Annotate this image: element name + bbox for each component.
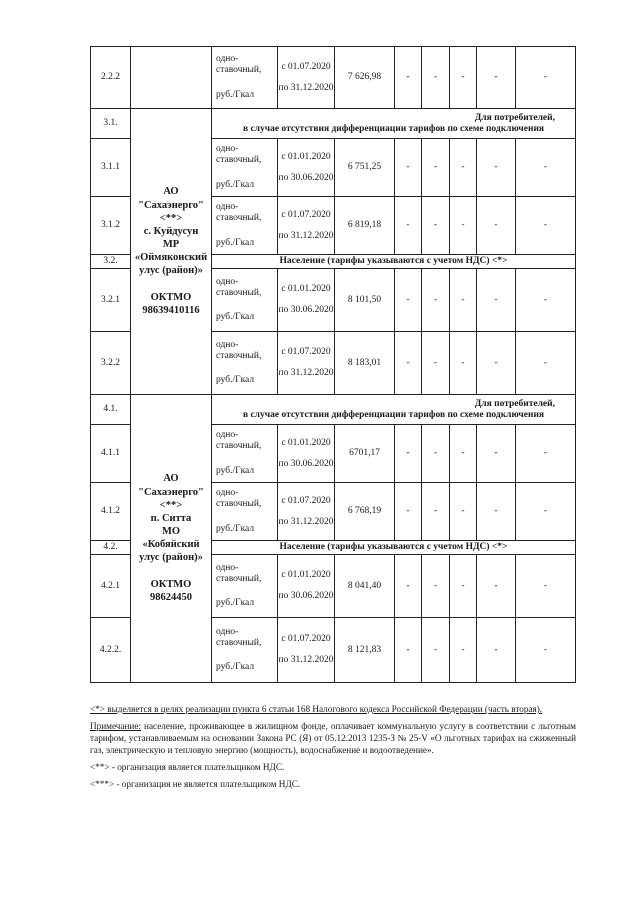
empty-cell [477, 555, 516, 618]
row-number: 2.2.2 [101, 72, 120, 83]
period-from: с 01.07.2020 [281, 495, 331, 506]
period-from: с 01.01.2020 [281, 284, 331, 295]
tariff-value: 6701,17 [349, 448, 380, 459]
row-number: 3.2. [103, 256, 118, 267]
organization-block [131, 472, 211, 604]
unit-cell [212, 197, 278, 255]
empty-cell [516, 332, 576, 395]
section-header-cell [212, 255, 576, 269]
unit-type: одно-ставочный, [216, 339, 262, 361]
unit-cell [212, 269, 278, 332]
row-number: 3.1. [103, 118, 118, 129]
table-row [91, 47, 576, 109]
empty-cell [395, 425, 422, 483]
org-line: <**> [159, 499, 183, 511]
period-from: с 01.01.2020 [281, 570, 331, 581]
unit-type: одно-ставочный, [216, 488, 262, 510]
tariff-cell [335, 269, 395, 332]
unit-cell [212, 483, 278, 541]
dash: - [461, 72, 465, 83]
empty-cell [477, 197, 516, 255]
dash: - [461, 448, 465, 459]
org-line: МР [162, 238, 180, 250]
period-to: по 30.06.2020 [278, 458, 334, 469]
dash: - [406, 162, 410, 173]
org-line: п. Ситта [150, 512, 192, 524]
unit-type: одно-ставочный, [216, 54, 262, 76]
empty-cell [477, 618, 516, 683]
row-number: 3.1.2 [101, 220, 120, 231]
row-number: 4.1.1 [101, 448, 120, 459]
footnote-note [90, 721, 576, 757]
period-from: с 01.01.2020 [281, 151, 331, 162]
dash: - [494, 580, 498, 591]
unit-type: одно-ставочный, [216, 144, 262, 166]
tariff-value: 7 626,98 [347, 72, 382, 83]
section-header-cell [212, 541, 576, 555]
dash: - [461, 357, 465, 368]
empty-cell [450, 139, 477, 197]
dash: - [406, 580, 410, 591]
period-from: с 01.01.2020 [281, 437, 331, 448]
unit: руб./Гкал [216, 237, 255, 248]
period-cell [278, 555, 335, 618]
empty-cell [422, 618, 450, 683]
unit: руб./Гкал [216, 375, 255, 386]
tariff-cell [335, 197, 395, 255]
empty-cell [516, 483, 576, 541]
row-number-cell [91, 197, 131, 255]
dash: - [406, 220, 410, 231]
org-line: улус (район)» [139, 265, 203, 277]
footnote-non-vat-payer: <***> - организация не является плательщиком НДС. [90, 778, 301, 789]
empty-cell [450, 483, 477, 541]
tariff-cell [335, 47, 395, 109]
empty-cell [450, 618, 477, 683]
tariff-value: 6 751,25 [347, 162, 382, 173]
footnote-note-text: население, проживающее в жилищном фонде, оплачивает коммунальную услугу в соответствии с льготным тарифом, устанавливаемым на основании Закона РС (Я) от 05.12.2013 1235-З № 25-V «О льготных тарифах на сжиженный газ, электрическую и тепловую энергию (мощность), водоснабжение и водоотведение». [90, 720, 576, 755]
tariff-value: 8 101,50 [347, 294, 382, 305]
period-to: по 31.12.2020 [278, 516, 334, 527]
dash: - [406, 357, 410, 368]
empty-cell [450, 555, 477, 618]
empty-cell [450, 269, 477, 332]
dash: - [494, 294, 498, 305]
empty-cell [422, 483, 450, 541]
empty-cell [395, 555, 422, 618]
dash: - [461, 644, 465, 655]
oktmo-code: 98639410116 [142, 305, 200, 317]
dash: - [543, 357, 548, 368]
tariff-cell [335, 618, 395, 683]
empty-cell [477, 483, 516, 541]
tariff-cell [335, 425, 395, 483]
empty-cell [477, 269, 516, 332]
empty-cell [395, 483, 422, 541]
unit-type: одно-ставочный, [216, 562, 262, 584]
empty-cell [516, 139, 576, 197]
dash: - [494, 220, 498, 231]
dash: - [543, 72, 548, 83]
section-header-cell [212, 109, 576, 139]
dash: - [461, 580, 465, 591]
row-number: 4.2.1 [101, 580, 120, 591]
row-number: 3.2.1 [101, 294, 120, 305]
row-number-cell [91, 255, 131, 269]
unit-type: одно-ставочный, [216, 430, 262, 452]
dash: - [543, 448, 548, 459]
tariff-table [90, 46, 576, 683]
empty-cell [450, 425, 477, 483]
dash: - [433, 448, 438, 459]
empty-cell [450, 332, 477, 395]
dash: - [433, 357, 438, 368]
org-line: <**> [159, 212, 183, 224]
row-number-cell [91, 47, 131, 109]
row-number: 4.2.2. [99, 644, 122, 655]
empty-cell [477, 47, 516, 109]
dash: - [543, 644, 548, 655]
empty-cell [516, 197, 576, 255]
org-line: «Оймяконский [134, 252, 208, 264]
tariff-value: 8 121,83 [347, 644, 382, 655]
row-number-cell [91, 109, 131, 139]
org-line: "Сахаэнерго" [138, 486, 204, 498]
dash: - [433, 294, 438, 305]
period-cell [278, 269, 335, 332]
org-cell [131, 109, 212, 395]
organization-block [131, 185, 211, 317]
unit-cell [212, 618, 278, 683]
dash: - [494, 72, 498, 83]
dash: - [461, 294, 465, 305]
row-number-cell [91, 618, 131, 683]
period-cell [278, 197, 335, 255]
tariff-value: 6 768,19 [347, 506, 382, 517]
org-line: с. Куйдусун [143, 225, 199, 237]
empty-cell [450, 47, 477, 109]
oktmo-label: ОКТМО [150, 292, 192, 304]
period-cell [278, 618, 335, 683]
period-cell [278, 483, 335, 541]
empty-cell [477, 139, 516, 197]
unit-cell [212, 139, 278, 197]
org-line: АО [163, 186, 179, 198]
dash: - [406, 448, 410, 459]
unit-type: одно-ставочный, [216, 276, 262, 298]
unit: руб./Гкал [216, 523, 255, 534]
row-number-cell [91, 555, 131, 618]
row-number: 4.1. [103, 404, 118, 415]
period-cell [278, 425, 335, 483]
dash: - [433, 506, 438, 517]
unit-type: одно-ставочный, [216, 626, 262, 648]
footnote-vat: <*> выделяется в целях реализации пункта 6 статьи 168 Налогового кодекса Российской Федерации (часть вторая). [90, 704, 543, 714]
dash: - [433, 162, 438, 173]
section-header: в случае отсутствия дифференциации тарифов по схеме подключения [242, 123, 545, 134]
empty-cell [422, 47, 450, 109]
period-to: по 30.06.2020 [278, 305, 334, 315]
row-number: 3.2.2 [101, 357, 120, 368]
row-number-cell [91, 395, 131, 425]
row-number-cell [91, 269, 131, 332]
period-cell [278, 139, 335, 197]
row-number: 3.1.1 [101, 162, 120, 173]
period-from: с 01.07.2020 [281, 209, 331, 220]
dash: - [494, 448, 498, 459]
section-header: Население (тарифы указываются с учетом НДС) <*> [279, 256, 508, 267]
tariff-cell [335, 555, 395, 618]
dash: - [406, 644, 410, 655]
period-from: с 01.07.2020 [281, 634, 331, 645]
dash: - [494, 357, 498, 368]
oktmo-code: 98624450 [150, 592, 192, 604]
period-to: по 31.12.2020 [278, 655, 334, 665]
row-number-cell [91, 139, 131, 197]
row-number: 4.2. [103, 542, 118, 553]
empty-cell [516, 47, 576, 109]
dash: - [433, 220, 438, 231]
dash: - [433, 72, 438, 83]
empty-cell [450, 197, 477, 255]
org-line: "Сахаэнерго" [138, 199, 204, 211]
footnote-note-label: Примечание: [90, 720, 141, 731]
dash: - [543, 162, 548, 173]
empty-cell [477, 425, 516, 483]
tariff-value: 6 819,18 [347, 220, 382, 231]
period-cell [278, 47, 335, 109]
period-to: по 30.06.2020 [278, 591, 334, 601]
dash: - [406, 506, 410, 517]
dash: - [461, 506, 465, 517]
empty-cell [422, 332, 450, 395]
footnote-vat-payer: <**> - организация является плательщиком НДС. [90, 761, 285, 772]
unit: руб./Гкал [216, 465, 255, 476]
section-header: Население (тарифы указываются с учетом НДС) <*> [279, 542, 508, 553]
period-to: по 31.12.2020 [278, 368, 334, 378]
tariff-cell [335, 483, 395, 541]
section-header: Для потребителей, [474, 398, 555, 409]
row-number-cell [91, 425, 131, 483]
period-from: с 01.07.2020 [281, 347, 331, 358]
empty-cell [422, 197, 450, 255]
period-to: по 31.12.2020 [278, 230, 334, 241]
dash: - [494, 162, 498, 173]
org-line: АО [163, 473, 179, 485]
dash: - [406, 294, 410, 305]
empty-cell [516, 555, 576, 618]
empty-cell [516, 269, 576, 332]
empty-cell [395, 47, 422, 109]
dash: - [433, 644, 438, 655]
unit-type: одно-ставочный, [216, 202, 262, 224]
row-number: 4.1.2 [101, 506, 120, 517]
dash: - [543, 294, 548, 305]
row-number-cell [91, 483, 131, 541]
dash: - [433, 580, 438, 591]
org-line: улус (район)» [139, 552, 203, 564]
empty-cell [422, 139, 450, 197]
dash: - [494, 506, 498, 517]
section-header-cell [212, 395, 576, 425]
dash: - [543, 580, 548, 591]
tariff-value: 8 041,40 [347, 580, 382, 591]
dash: - [543, 506, 548, 517]
empty-cell [516, 618, 576, 683]
org-cell [131, 47, 212, 109]
unit: руб./Гкал [216, 179, 255, 190]
org-line: «Кобяйский [142, 539, 200, 551]
unit-cell [212, 555, 278, 618]
period-from: с 01.07.2020 [281, 61, 331, 72]
dash: - [494, 644, 498, 655]
empty-cell [395, 139, 422, 197]
empty-cell [422, 555, 450, 618]
unit: руб./Гкал [216, 598, 255, 609]
org-cell [131, 395, 212, 683]
unit: руб./Гкал [216, 89, 255, 100]
empty-cell [395, 197, 422, 255]
row-number-cell [91, 541, 131, 555]
oktmo-label: ОКТМО [150, 579, 192, 591]
empty-cell [516, 425, 576, 483]
unit-cell [212, 425, 278, 483]
row-number-cell [91, 332, 131, 395]
dash: - [406, 72, 410, 83]
tariff-value: 8 183,01 [347, 357, 382, 368]
empty-cell [422, 425, 450, 483]
empty-cell [395, 618, 422, 683]
empty-cell [395, 332, 422, 395]
section-header: в случае отсутствия дифференциации тарифов по схеме подключения [242, 409, 545, 420]
empty-cell [477, 332, 516, 395]
dash: - [543, 220, 548, 231]
period-cell [278, 332, 335, 395]
period-to: по 30.06.2020 [278, 172, 334, 183]
empty-cell [422, 269, 450, 332]
org-line: МО [161, 525, 181, 537]
unit-cell [212, 332, 278, 395]
footnotes [90, 704, 576, 796]
dash: - [461, 220, 465, 231]
unit: руб./Гкал [216, 662, 255, 673]
period-to: по 31.12.2020 [278, 82, 334, 93]
table-row [91, 395, 576, 425]
dash: - [461, 162, 465, 173]
unit-cell [212, 47, 278, 109]
table-row [91, 109, 576, 139]
unit: руб./Гкал [216, 312, 255, 323]
empty-cell [395, 269, 422, 332]
tariff-cell [335, 139, 395, 197]
tariff-cell [335, 332, 395, 395]
section-header: Для потребителей, [474, 112, 555, 123]
